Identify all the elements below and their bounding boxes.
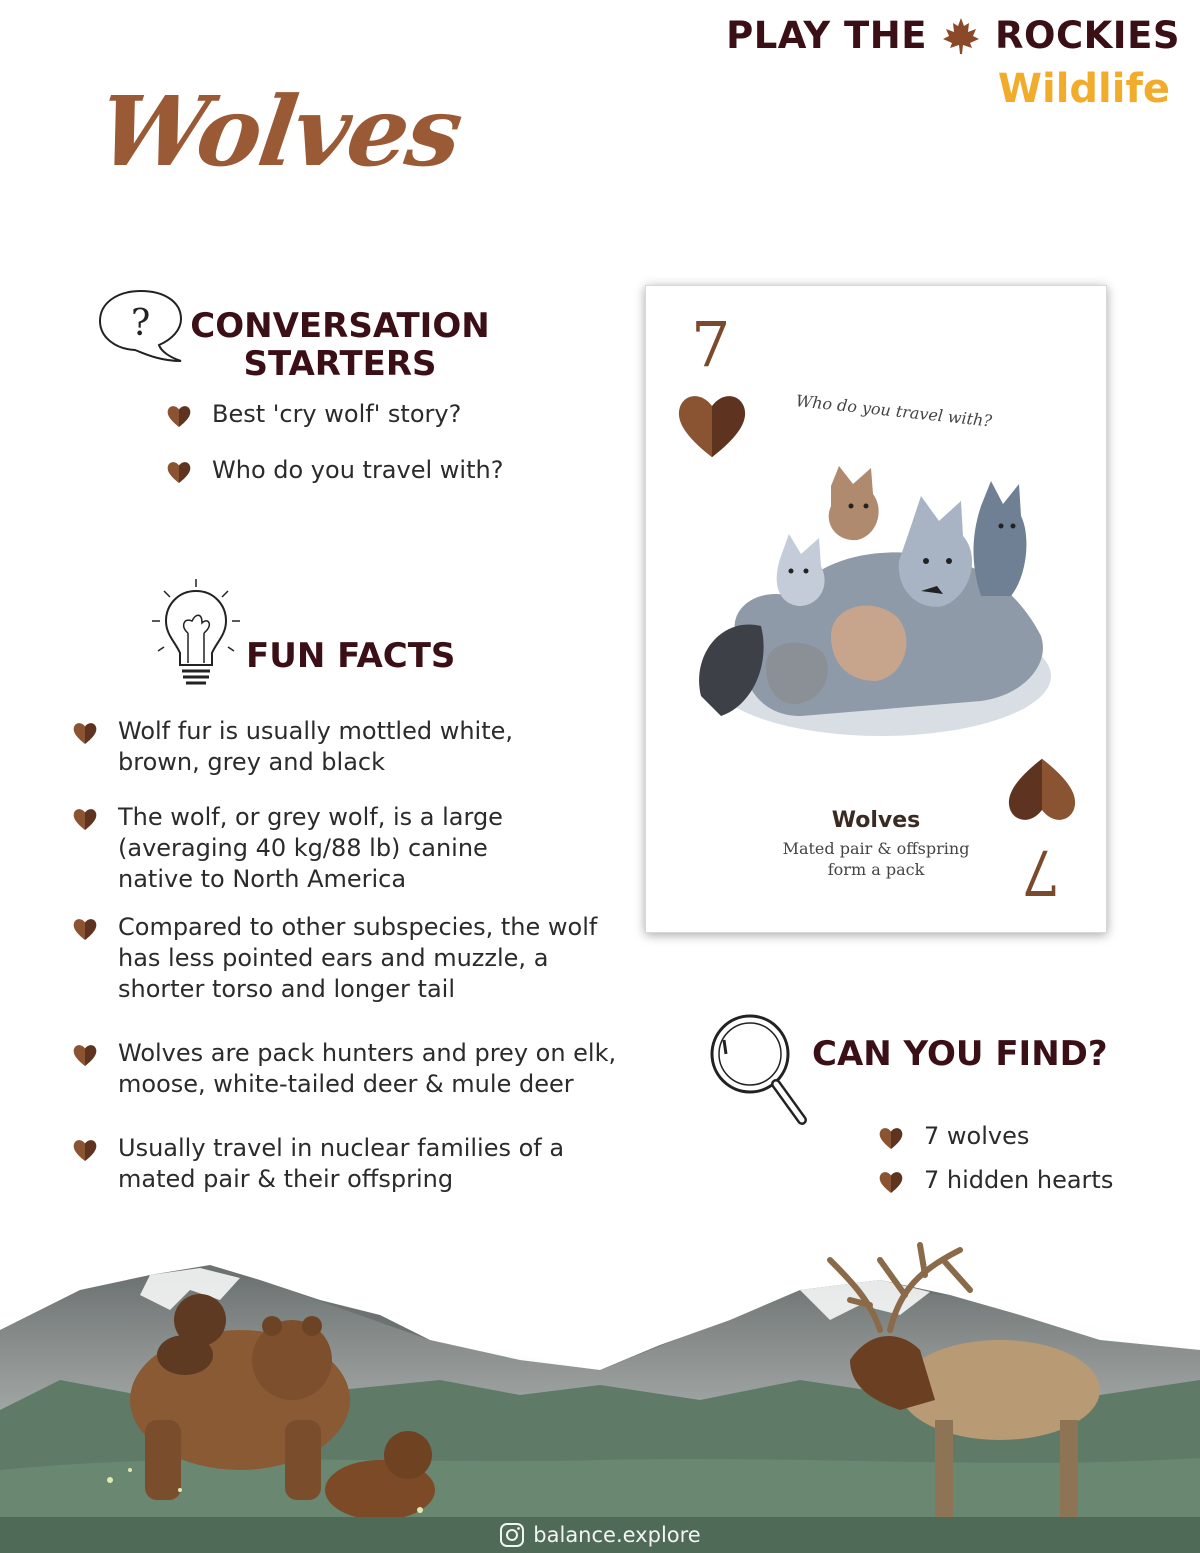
conversation-heading xyxy=(190,307,490,383)
list-item xyxy=(72,912,612,1005)
brand-subtitle: Wildlife xyxy=(997,66,1170,112)
card-description xyxy=(766,838,986,880)
svg-text:?: ? xyxy=(131,303,151,344)
list-item-text: 7 wolves xyxy=(924,1122,1030,1150)
list-item xyxy=(166,399,586,430)
list-item xyxy=(72,1038,632,1100)
fun-facts-list xyxy=(72,716,632,1195)
heart-icon xyxy=(72,720,98,746)
list-item xyxy=(878,1165,1178,1196)
list-item xyxy=(72,802,542,895)
list-item-text: 7 hidden hearts xyxy=(924,1166,1114,1194)
magnifying-glass-icon xyxy=(706,1010,814,1130)
list-item xyxy=(72,1133,592,1195)
list-item-text: Wolves are pack hunters and prey on elk, moose, white-tailed deer & mule deer xyxy=(118,1039,617,1098)
card-question: Who do you travel with? xyxy=(795,391,993,431)
heart-icon xyxy=(72,806,98,832)
instagram-icon xyxy=(499,1522,525,1548)
social-handle: balance.explore xyxy=(533,1523,701,1547)
list-item-text: Best 'cry wolf' story? xyxy=(212,400,462,428)
heart-icon xyxy=(1004,748,1080,834)
card-description-line2: form a pack xyxy=(827,860,925,879)
speech-bubble-question-icon xyxy=(97,287,189,365)
fun-facts-heading: FUN FACTS xyxy=(246,636,456,676)
card-description-line1: Mated pair & offspring xyxy=(782,839,970,858)
list-item xyxy=(166,455,586,486)
list-item xyxy=(72,716,542,778)
maple-leaf-icon xyxy=(941,16,981,56)
find-heading: CAN YOU FIND? xyxy=(812,1034,1108,1074)
brand-title-right: ROCKIES xyxy=(995,14,1180,57)
list-item xyxy=(878,1121,1178,1152)
heart-icon xyxy=(674,382,750,468)
heart-icon xyxy=(72,1042,98,1068)
conversation-heading-line2: STARTERS xyxy=(243,344,437,384)
card-rank-bottom: 7 xyxy=(1021,836,1061,909)
footer-social[interactable] xyxy=(0,1522,1200,1548)
wolf-pack-illustration xyxy=(681,466,1071,766)
list-item-text: Usually travel in nuclear families of a mated pair & their offspring xyxy=(118,1134,565,1193)
list-item-text: Wolf fur is usually mottled white, brown, grey and black xyxy=(118,717,514,776)
heart-icon xyxy=(72,916,98,942)
brand-title xyxy=(726,14,1180,57)
card-rank-top: 7 xyxy=(691,308,731,381)
heart-icon xyxy=(166,403,192,429)
card-name: Wolves xyxy=(831,808,921,833)
heart-icon xyxy=(72,1137,98,1163)
heart-icon xyxy=(878,1169,904,1195)
conversation-heading-line1: CONVERSATION xyxy=(190,306,490,346)
heart-icon xyxy=(878,1125,904,1151)
page-title: Wolves xyxy=(92,75,468,188)
list-item-text: Who do you travel with? xyxy=(212,456,504,484)
playing-card xyxy=(645,285,1107,933)
list-item-text: Compared to other subspecies, the wolf has less pointed ears and muzzle, a shorter torso and longer tail xyxy=(118,913,598,1003)
find-list xyxy=(878,1121,1178,1196)
heart-icon xyxy=(166,459,192,485)
conversation-list xyxy=(166,399,586,486)
lightbulb-icon xyxy=(150,577,242,692)
list-item-text: The wolf, or grey wolf, is a large (averaging 40 kg/88 lb) canine native to North America xyxy=(118,803,503,893)
brand-title-left: PLAY THE xyxy=(726,14,928,57)
mountain-landscape-illustration xyxy=(0,1220,1200,1553)
